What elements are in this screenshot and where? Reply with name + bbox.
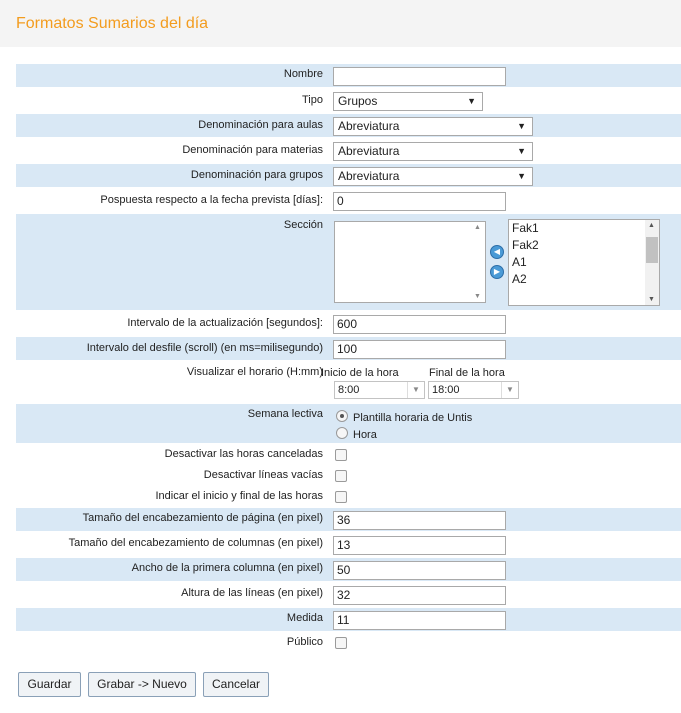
den-grupos-value: Abreviatura bbox=[338, 169, 400, 183]
title-bar bbox=[0, 0, 681, 47]
intervalo-act-input[interactable]: 600 bbox=[333, 315, 506, 334]
row-seccion bbox=[16, 214, 681, 310]
available-scrollbar[interactable] bbox=[471, 222, 485, 302]
semana-label: Semana lectiva bbox=[247, 408, 323, 420]
tipo-select[interactable] bbox=[333, 92, 483, 111]
visualizar-label: Visualizar el horario (H:mm) bbox=[186, 366, 323, 378]
cancelar-button[interactable]: Cancelar bbox=[203, 672, 269, 697]
row-den-materias bbox=[16, 139, 681, 162]
row-den-aulas bbox=[16, 114, 681, 137]
intervalo-desfile-input[interactable]: 100 bbox=[333, 340, 506, 359]
list-item[interactable]: Fak2 bbox=[512, 238, 539, 252]
seccion-label: Sección bbox=[283, 219, 323, 231]
tipo-value: Grupos bbox=[338, 94, 378, 108]
row-intervalo-desfile bbox=[16, 337, 681, 360]
row-den-grupos bbox=[16, 164, 681, 187]
row-desactivar-canceladas bbox=[16, 445, 681, 465]
selected-scrollbar[interactable] bbox=[645, 220, 659, 305]
desactivar-vacias-checkbox[interactable] bbox=[335, 470, 347, 482]
radio-plantilla[interactable] bbox=[336, 410, 348, 422]
row-tipo bbox=[16, 89, 681, 112]
ancho-primera-input[interactable]: 50 bbox=[333, 561, 506, 580]
arrow-left-icon: ◀ bbox=[493, 247, 501, 256]
row-visualizar bbox=[16, 362, 681, 402]
chevron-down-icon: ▼ bbox=[467, 96, 476, 106]
altura-lineas-input[interactable]: 32 bbox=[333, 586, 506, 605]
chevron-up-icon: ▲ bbox=[648, 222, 655, 229]
den-materias-value: Abreviatura bbox=[338, 144, 400, 158]
tam-encab-columnas-input[interactable]: 13 bbox=[333, 536, 506, 555]
nombre-input[interactable] bbox=[333, 67, 506, 86]
indicar-inicio-label: Indicar el inicio y final de las horas bbox=[155, 490, 323, 502]
intervalo-desfile-label: Intervalo del desfile (scroll) (en ms=milisegundo) bbox=[86, 342, 323, 354]
pospuesta-label: Pospuesta respecto a la fecha prevista [días]: bbox=[100, 194, 323, 206]
publico-checkbox[interactable] bbox=[335, 637, 347, 649]
row-publico bbox=[16, 633, 681, 653]
chevron-down-icon: ▼ bbox=[517, 171, 526, 181]
desactivar-canceladas-label: Desactivar las horas canceladas bbox=[164, 448, 323, 460]
den-aulas-select[interactable] bbox=[333, 117, 533, 136]
medida-input[interactable]: 11 bbox=[333, 611, 506, 630]
grabar-nuevo-button[interactable]: Grabar -> Nuevo bbox=[88, 672, 196, 697]
final-label: Final de la hora bbox=[429, 367, 505, 379]
inicio-value: 8:00 bbox=[338, 384, 360, 396]
guardar-button[interactable]: Guardar bbox=[18, 672, 81, 697]
list-item[interactable]: A2 bbox=[512, 272, 527, 286]
chevron-down-icon: ▼ bbox=[407, 382, 424, 398]
list-item[interactable]: A1 bbox=[512, 255, 527, 269]
den-materias-label: Denominación para materias bbox=[182, 144, 323, 156]
indicar-inicio-checkbox[interactable] bbox=[335, 491, 347, 503]
radio-hora[interactable] bbox=[336, 427, 348, 439]
ancho-primera-label: Ancho de la primera columna (en pixel) bbox=[131, 562, 323, 574]
desactivar-canceladas-checkbox[interactable] bbox=[335, 449, 347, 461]
inicio-select[interactable] bbox=[334, 381, 425, 399]
move-left-button[interactable] bbox=[490, 245, 504, 259]
final-value: 18:00 bbox=[432, 384, 460, 396]
tam-encab-columnas-label: Tamaño del encabezamiento de columnas (en pixel) bbox=[68, 537, 323, 549]
publico-label: Público bbox=[286, 636, 323, 648]
page-title: Formatos Sumarios del día bbox=[16, 15, 209, 32]
intervalo-act-label: Intervalo de la actualización [segundos]: bbox=[127, 317, 323, 329]
inicio-label: Inicio de la hora bbox=[321, 367, 399, 379]
row-intervalo-act bbox=[16, 312, 681, 335]
row-desactivar-vacias bbox=[16, 466, 681, 486]
altura-lineas-label: Altura de las líneas (en pixel) bbox=[181, 587, 323, 599]
den-grupos-label: Denominación para grupos bbox=[190, 169, 323, 181]
seccion-available-list[interactable] bbox=[334, 221, 486, 303]
row-nombre bbox=[16, 64, 681, 87]
arrow-right-icon: ▶ bbox=[493, 267, 501, 276]
chevron-down-icon: ▼ bbox=[517, 121, 526, 131]
row-medida bbox=[16, 608, 681, 631]
row-pospuesta bbox=[16, 189, 681, 212]
tam-encab-pagina-label: Tamaño del encabezamiento de página (en pixel) bbox=[82, 512, 323, 524]
chevron-down-icon: ▼ bbox=[517, 146, 526, 156]
chevron-up-icon: ▲ bbox=[474, 224, 481, 231]
pospuesta-input[interactable]: 0 bbox=[333, 192, 506, 211]
move-right-button[interactable] bbox=[490, 265, 504, 279]
tipo-label: Tipo bbox=[302, 94, 323, 106]
final-select[interactable] bbox=[428, 381, 519, 399]
tam-encab-pagina-input[interactable]: 36 bbox=[333, 511, 506, 530]
den-grupos-select[interactable] bbox=[333, 167, 533, 186]
den-aulas-label: Denominación para aulas bbox=[198, 119, 323, 131]
medida-label: Medida bbox=[286, 612, 323, 624]
row-indicar-inicio bbox=[16, 487, 681, 507]
seccion-selected-list[interactable] bbox=[508, 219, 660, 306]
row-tam-encab-pagina bbox=[16, 508, 681, 531]
den-aulas-value: Abreviatura bbox=[338, 119, 400, 133]
row-altura-lineas bbox=[16, 583, 681, 606]
row-semana bbox=[16, 404, 681, 443]
nombre-label: Nombre bbox=[283, 68, 323, 80]
list-item[interactable]: Fak1 bbox=[512, 221, 539, 235]
row-ancho-primera bbox=[16, 558, 681, 581]
desactivar-vacias-label: Desactivar líneas vacías bbox=[203, 469, 323, 481]
row-tam-encab-columnas bbox=[16, 533, 681, 556]
chevron-down-icon: ▼ bbox=[474, 293, 481, 300]
den-materias-select[interactable] bbox=[333, 142, 533, 161]
chevron-down-icon: ▼ bbox=[501, 382, 518, 398]
scrollbar-thumb[interactable] bbox=[646, 237, 658, 263]
radio-hora-label: Hora bbox=[353, 429, 377, 441]
chevron-down-icon: ▼ bbox=[648, 296, 655, 303]
radio-plantilla-label: Plantilla horaria de Untis bbox=[353, 412, 473, 424]
